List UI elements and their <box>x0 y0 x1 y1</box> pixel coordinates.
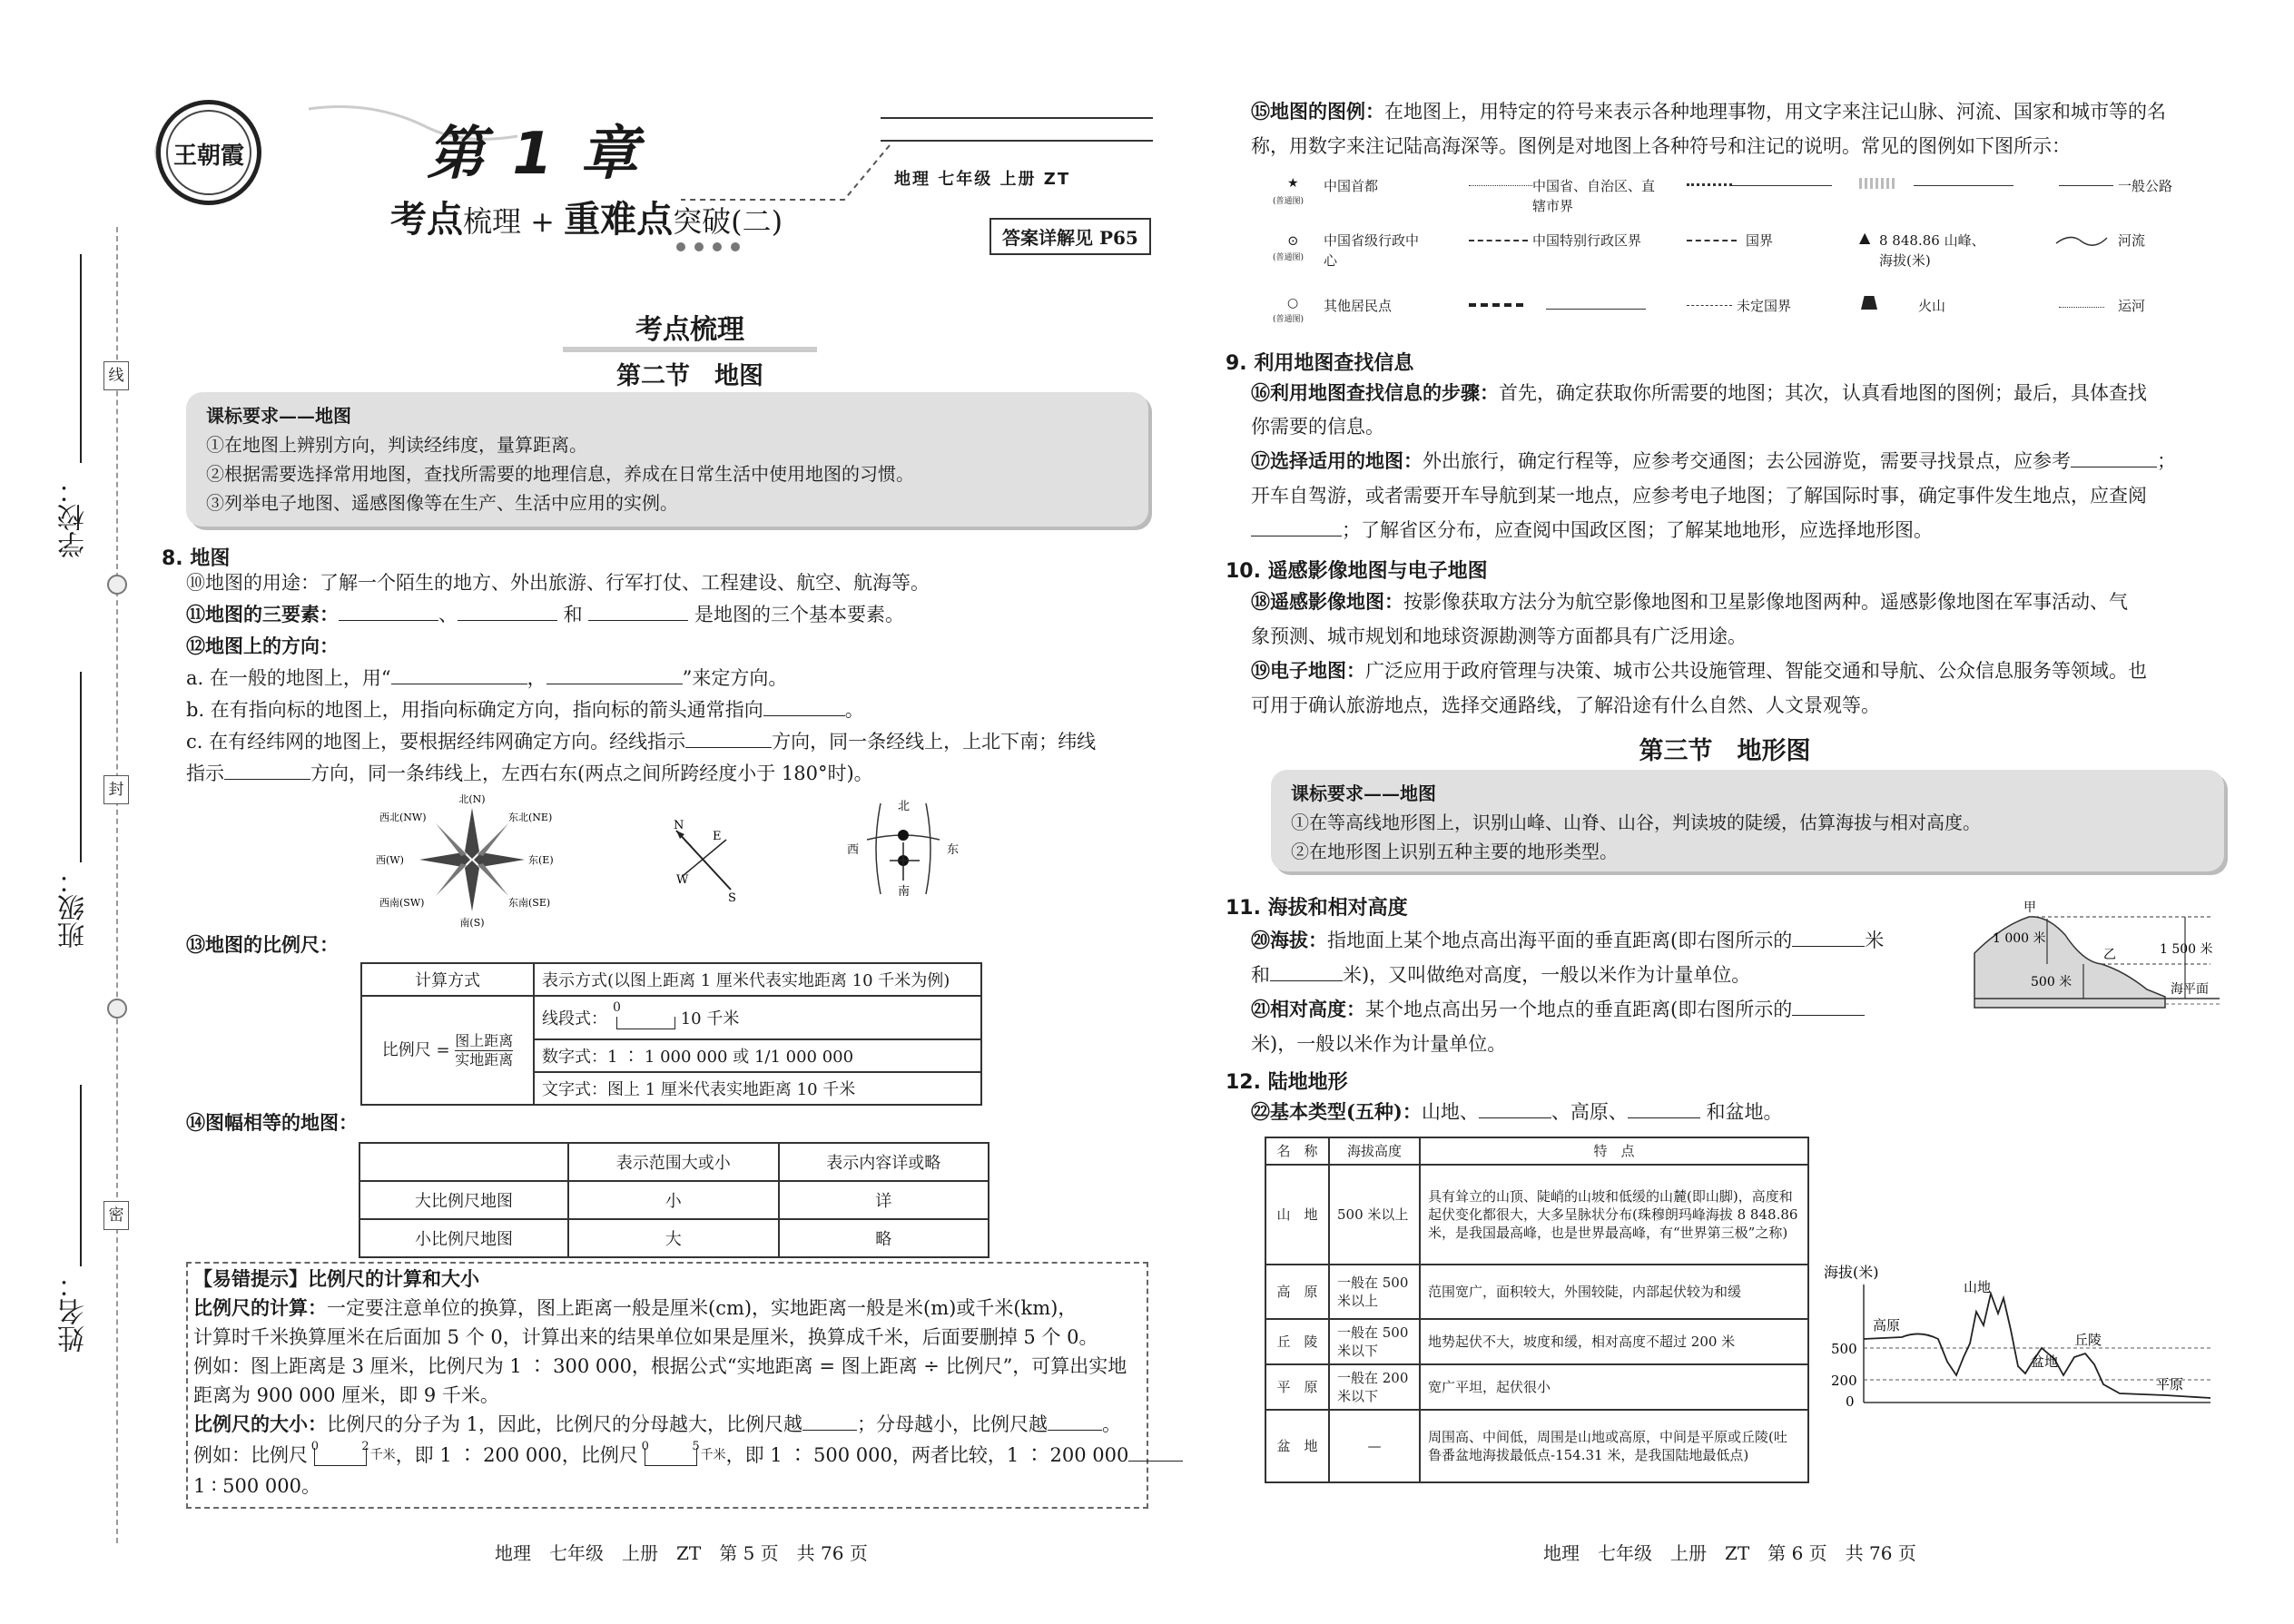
heading-12: 12. 陆地地形 <box>1226 1071 1348 1094</box>
peak-icon: ▲ <box>1859 229 1871 246</box>
height-1500-label: 1 500 米 <box>2160 942 2213 957</box>
compass-se-label: 东南(SE) <box>508 897 551 909</box>
tip-line: 例如：比例尺 0 2 $^{千米}$，即 1 ∶ 200 000，比例尺 0 5 $^{千米}$，即 1 ∶ 500 000，两者比较，1 ∶ 200 000 <box>193 1442 1183 1469</box>
point-17-cont2: ；了解省区分布，应查阅中国政区图；了解某地地形，应选择地形图。 <box>1251 517 1933 544</box>
blank-13[interactable] <box>1251 518 1342 536</box>
arrow-n-label: N <box>674 819 684 832</box>
point-15: ⑮地图的图例：在地图上，用特定的符号来表示各种地理事物，用文字来注记山脉、河流、国家和城市等的名 <box>1251 100 2166 123</box>
subsection-title-3: 第三节 地形图 <box>1639 737 1811 765</box>
grid-n-label: 北 <box>898 800 911 813</box>
requirement-item: ②在地形图上识别五种主要的地形类型。 <box>1291 841 1618 862</box>
seal-char: 封 <box>103 775 129 804</box>
point-18: ⑱遥感影像地图：按影像获取方法分为航空影像地图和卫星影像地图两种。遥感影像地图在军事活动、气 <box>1251 590 2128 613</box>
seal-char: 密 <box>103 1201 129 1230</box>
compass-e-label: 东(E) <box>528 854 554 866</box>
provincial-center-icon: ⊙ <box>1287 232 1299 249</box>
height-500-label: 500 米 <box>2031 975 2072 989</box>
profile-mountain-label: 山地 <box>1964 1279 1992 1295</box>
blank-2[interactable] <box>458 603 557 621</box>
grid-s-label: 南 <box>898 885 911 899</box>
settlement-icon: ○ <box>1287 296 1299 310</box>
blank-8[interactable] <box>224 762 310 780</box>
star-icon: ★ <box>1287 176 1299 191</box>
blank-7[interactable] <box>685 730 772 748</box>
arrow-e-label: E <box>713 830 722 843</box>
point-16: ⑯利用地图查找信息的步骤：首先，确定获取你所需要的地图；其次，认真看地图的图例；最后，具体查找 <box>1251 381 2147 404</box>
subject-tag: 地理 七年级 上册 ZT <box>894 170 1071 189</box>
point-11: ⑪地图的三要素： 、 和 是地图的三个基本要素。 <box>186 603 905 625</box>
requirements-box <box>186 392 1148 527</box>
profile-plateau-label: 高原 <box>1873 1317 1901 1334</box>
school-label: 学校： <box>58 477 90 558</box>
altitude-diagram <box>1965 899 2229 1017</box>
point-12a: a. 在一般的地图上，用“ ， ”来定方向。 <box>186 667 788 689</box>
blank-9[interactable] <box>802 1412 857 1431</box>
blank-10[interactable] <box>1048 1412 1102 1431</box>
compass-s-label: 南(S) <box>459 917 485 928</box>
heading-10: 10. 遥感影像地图与电子地图 <box>1226 560 1488 583</box>
point-14: ⑭图幅相等的地图： <box>186 1111 358 1134</box>
profile-tick-0: 0 <box>1846 1393 1855 1410</box>
profile-basin-label: 盆地 <box>2031 1353 2059 1370</box>
blank-18[interactable] <box>1628 1100 1700 1118</box>
blank-1[interactable] <box>339 603 438 621</box>
legend-label: 一般公路 <box>2118 178 2173 194</box>
chapter-title: 第 1 章 <box>427 121 643 188</box>
legend-label: 中国省级行政中心 <box>1324 232 1420 269</box>
point-jia-label: 甲 <box>2023 901 2036 915</box>
landform-table: 名 称 海拔高度 特 点 山 地 500 米以上 具有耸立的山顶、陡峭的山坡和低缓的山麓(即山脚)，高度和起伏变化都很大，大多呈脉状分布(珠穆朗玛峰海拔 8 848.86 米，是我国最高峰，也是世界最高峰，有“世界第三极”之称) 高 原 一般在 500 米以上 范围宽广，面积较大，外围较陡，内部起伏较为和缓 丘 陵 一般在 500 米以下 地势起伏不大，坡度和缓，相对高度不超过 200 米 平 原 一般在 200 米以下 宽广平坦，起伏很小 盆 地 — 周围高、中间低，周围是山地或高原，中间是平原或丘陵(吐鲁番盆地海拔最低点-154.31 米，是我国陆地最低点) <box>1265 1137 1809 1483</box>
grid-e-label: 东 <box>947 843 960 857</box>
legend-label: 未定国界 <box>1737 298 1792 314</box>
legend-label: 中国省、自治区、直辖市界 <box>1532 178 1656 214</box>
legend-label: 国界 <box>1746 232 1774 249</box>
tip-line: 计算时千米换算厘米在后面加 5 个 0，计算出来的结果单位如果是厘米，换算成千米，后面要删掉 5 个 0。 <box>193 1326 1098 1348</box>
heading-11: 11. 海拔和相对高度 <box>1226 897 1408 920</box>
point-17-cont: 开车自驾游，或者需要开车导航到某一地点，应参考电子地图；了解国际时事，确定事件发生地点，应查阅 <box>1251 485 2147 507</box>
requirements-title: 课标要求——地图 <box>206 405 351 427</box>
legend-label: 中国首都 <box>1324 178 1379 194</box>
sea-level-label: 海平面 <box>2171 982 2209 997</box>
tip-box <box>186 1262 1148 1509</box>
blank-14[interactable] <box>1792 929 1865 947</box>
map-size-table: 表示范围大或小 表示内容详或略 大比例尺地图 小 详 小比例尺地图 大 略 <box>359 1142 989 1258</box>
point-12: ⑫地图上的方向： <box>186 635 339 657</box>
arrow-s-label: S <box>728 891 736 903</box>
cut-line <box>116 227 118 1543</box>
point-16-cont: 你需要的信息。 <box>1251 416 1384 438</box>
compass-w-label: 西(W) <box>376 854 404 866</box>
point-20-cont: 和 米)，又叫做绝对高度，一般以米作为计量单位。 <box>1251 964 1751 986</box>
requirement-item: ③列举电子地图、遥感图像等在生产、生活中应用的实例。 <box>206 492 678 514</box>
legend-label: 运河 <box>2118 298 2146 314</box>
compass-ne-label: 东北(NE) <box>508 812 553 823</box>
profile-tick-200: 200 <box>1831 1373 1857 1389</box>
blank-16[interactable] <box>1792 998 1865 1016</box>
blank-12[interactable] <box>2071 449 2157 468</box>
profile-ylabel: 海拔(米) <box>1824 1264 1879 1281</box>
requirement-item: ①在地图上辨别方向，判读经纬度，量算距离。 <box>206 434 587 456</box>
volcano-icon <box>1861 296 1877 310</box>
point-12b: b. 在有指向标的地图上，用指向标确定方向，指向标的箭头通常指向 。 <box>186 699 864 721</box>
binding-hole-icon <box>107 575 127 595</box>
profile-hill-label: 丘陵 <box>2074 1332 2102 1348</box>
scale-bar-icon: 0 2 <box>314 1448 367 1466</box>
point-20: ⑳海拔：指地面上某个地点高出海平面的垂直距离(即右图所示的 米 <box>1251 929 1885 951</box>
point-yi-label: 乙 <box>2103 948 2116 962</box>
legend-label: 河流 <box>2118 232 2146 249</box>
compass-sw-label: 西南(SW) <box>379 897 425 909</box>
grid-w-label: 西 <box>847 843 860 857</box>
blank-11[interactable] <box>1128 1443 1183 1462</box>
heading-9: 9. 利用地图查找信息 <box>1226 352 1414 375</box>
heading-8: 8. 地图 <box>162 547 231 570</box>
binding-margin <box>0 0 136 1624</box>
blank-15[interactable] <box>1270 963 1343 981</box>
page-footer-right: 地理 七年级 上册 ZT 第 6 页 共 76 页 <box>1543 1542 1916 1564</box>
tip-line: 1 ∶ 500 000。 <box>193 1475 321 1497</box>
tip-line: 距离为 900 000 厘米，即 9 千米。 <box>193 1384 499 1406</box>
graticule-diagram <box>840 799 967 899</box>
table-header: 计算方式 <box>361 963 534 996</box>
point-21-cont: 米)，一般以米作为计量单位。 <box>1251 1033 1507 1055</box>
point-17: ⑰选择适用的地图：外出旅行，确定行程等，应参考交通图；去公园游览，需要寻找景点，应参考 ； <box>1251 449 2176 472</box>
subsection-title: 第二节 地图 <box>616 362 763 390</box>
scale-bar-icon: 0 5 <box>645 1448 697 1466</box>
tip-title: 【易错提示】比例尺的计算和大小 <box>193 1267 479 1290</box>
legend-label: 中国特别行政区界 <box>1532 232 1642 249</box>
legend-grid: ★ (普通图) 中国首都 中国省、自治区、直辖市界 一般公路 ⊙ (普通图) 中国省级行政中心 中国特别行政区界 国界 ▲ 8 848.86 山峰、海拔(米) 河流 ○ (普通图) 其他居民点 未定国界 火山 运河 <box>1273 176 2173 324</box>
point-19-cont: 可用于确认旅游地点，选择交通路线，了解沿途有什么自然、人文景观等。 <box>1251 694 1880 716</box>
tip-line: 比例尺的计算：一定要注意单位的换算，图上距离一般是厘米(cm)，实地距离一般是米(m)或千米(km)， <box>193 1296 1078 1319</box>
blank-4[interactable] <box>391 666 527 684</box>
class-field[interactable] <box>80 672 82 862</box>
page-footer-left: 地理 七年级 上册 ZT 第 5 页 共 76 页 <box>495 1542 868 1564</box>
legend-label: 8 848.86 山峰、海拔(米) <box>1879 232 1985 269</box>
logo-text: 王朝霞 <box>172 143 244 170</box>
name-field[interactable] <box>80 1085 82 1266</box>
point-21: ㉑相对高度：某个地点高出另一个地点的垂直距离(即右图所示的 <box>1251 996 1865 1023</box>
scale-table <box>360 962 982 1106</box>
scale-text-type: 文字式：图上 1 厘米代表实地距离 10 千米 <box>534 1072 981 1105</box>
legend-label: 其他居民点 <box>1324 298 1393 314</box>
point-15-cont: 称，用数字来注记陆高海深等。图例是对地图上各种符号和注记的说明。常见的图例如下图所示： <box>1251 135 2071 157</box>
table-header: 表示方式(以图上距离 1 厘米代表实地距离 10 千米为例) <box>534 963 981 996</box>
point-12c-cont: 指示 方向，同一条纬线上，左西右东(两点之间所跨经度小于 180°时)。 <box>186 763 873 784</box>
profile-plain-label: 平原 <box>2156 1376 2184 1393</box>
school-field[interactable] <box>80 254 82 463</box>
compass-rose-diagram <box>363 792 581 928</box>
scale-number-type: 数字式：1 ∶ 1 000 000 或 1/1 000 000 <box>534 1039 981 1072</box>
scale-formula: 比例尺 = 图上距离 实地距离 <box>361 996 534 1105</box>
profile-tick-500: 500 <box>1831 1341 1857 1357</box>
point-22: ㉒基本类型(五种)：山地、 、高原、 和盆地。 <box>1251 1100 1783 1123</box>
tip-line: 比例尺的大小：比例尺的分子为 1，因此，比例尺的分母越大，比例尺越 ；分母越小，比例尺越 。 <box>193 1412 1122 1435</box>
requirements-box-3: 课标要求——地图 ①在等高线地形图上，识别山峰、山脊、山谷，判读坡的陡缓，估算海拔与相对高度。 ②在地形图上识别五种主要的地形类型。 <box>1271 770 2224 871</box>
arrow-w-label: W <box>676 873 689 887</box>
compass-n-label: 北(N) <box>458 793 486 805</box>
point-13: ⑬地图的比例尺： <box>186 933 339 956</box>
page-subtitle: 考点梳理 + 重难点突破(二) <box>390 198 783 241</box>
blank-17[interactable] <box>1479 1100 1551 1118</box>
point-18-cont: 象预测、城市规划和地球资源勘测等方面都具有广泛用途。 <box>1251 625 1747 647</box>
height-1000-label: 1 000 米 <box>1993 931 2046 946</box>
answer-reference: 答案详解见 P65 <box>989 218 1151 255</box>
name-label: 姓名： <box>58 1271 90 1353</box>
river-icon <box>2054 232 2109 251</box>
class-label: 班级： <box>58 867 90 949</box>
point-10: ⑩地图的用途：了解一个陌生的地方、外出旅游、行军打仗、工程建设、航空、航海等。 <box>186 572 930 594</box>
publisher-logo <box>156 100 261 205</box>
scale-line-type: 线段式： 0 10 千米 <box>534 996 981 1039</box>
terrain-profile-diagram <box>1820 1257 2220 1416</box>
compass-nw-label: 西北(NW) <box>379 812 427 823</box>
point-19: ⑲电子地图：广泛应用于政府管理与决策、城市公共设施管理、智能交通和导航、公众信息服务等领域。也 <box>1251 659 2147 682</box>
requirement-item: ②根据需要选择常用地图，查找所需要的地理信息，养成在日常生活中使用地图的习惯。 <box>206 463 914 485</box>
tip-line: 例如：图上距离是 3 厘米，比例尺为 1 ∶ 300 000，根据公式“实地距离 = 图上距离 ÷ 比例尺”，可算出实地 <box>193 1355 1127 1377</box>
blank-5[interactable] <box>546 666 683 684</box>
direction-arrow-diagram <box>663 812 744 903</box>
point-12c: c. 在有经纬网的地图上，要根据经纬网确定方向。经线指示 方向，同一条经线上，上北下南；纬线 <box>186 731 1097 753</box>
blank-3[interactable] <box>588 603 688 621</box>
binding-hole-icon <box>107 999 127 1019</box>
section-heading: 考点梳理 <box>563 307 817 352</box>
blank-6[interactable] <box>763 698 845 716</box>
legend-label: 火山 <box>1918 298 1946 314</box>
requirement-item: ①在等高线地形图上，识别山峰、山脊、山谷，判读坡的陡缓，估算海拔与相对高度。 <box>1291 812 1981 833</box>
seal-char: 线 <box>103 361 129 390</box>
